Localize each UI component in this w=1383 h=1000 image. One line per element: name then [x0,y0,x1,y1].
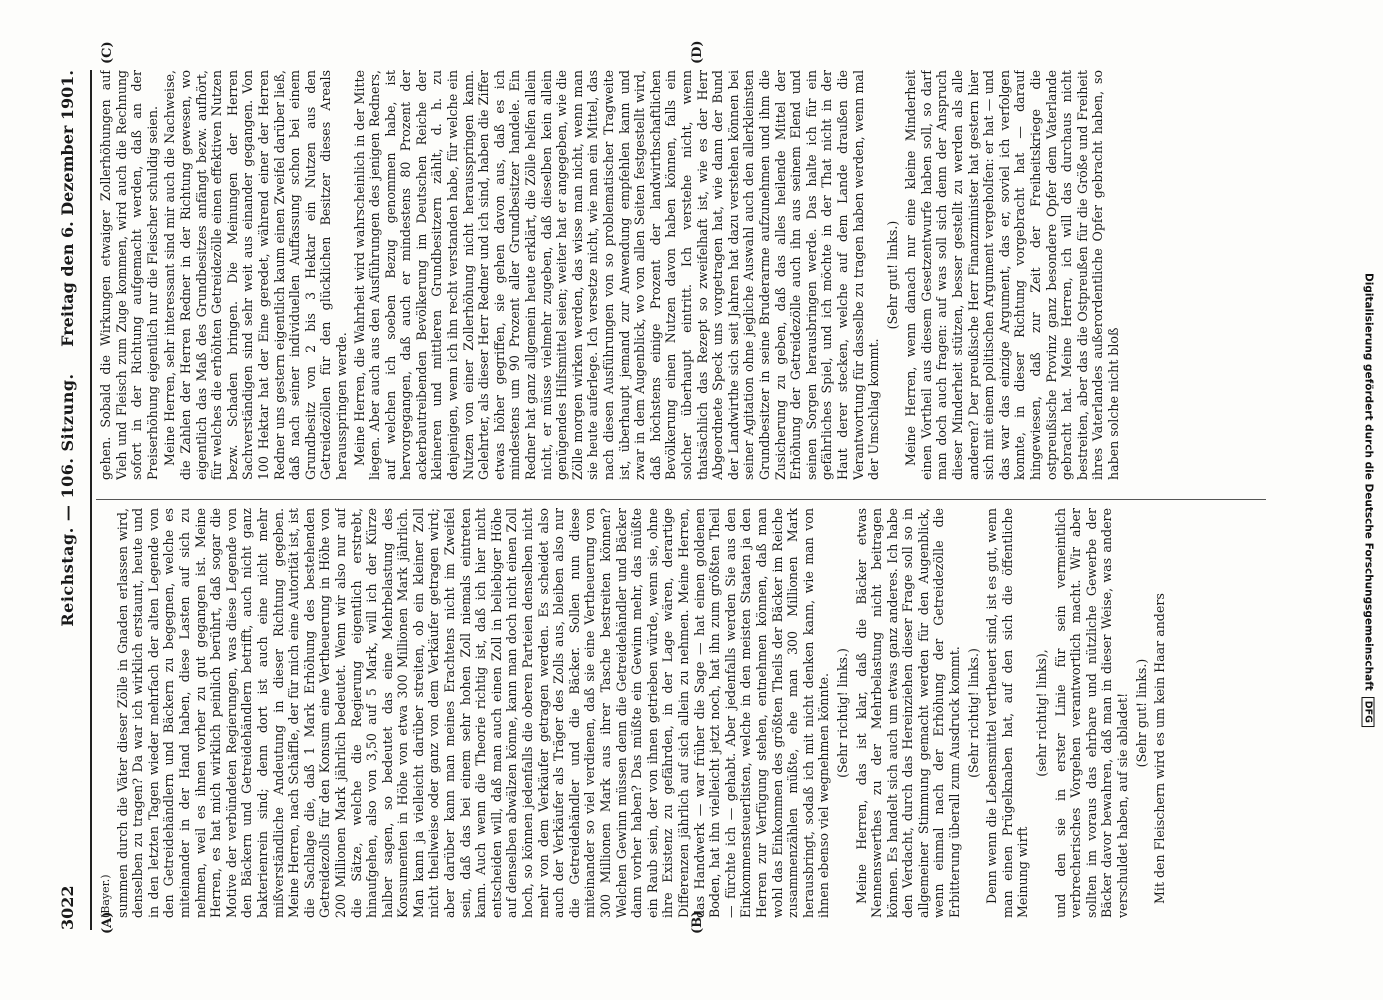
imprint-text: Digitalisierung gefördert durch die Deutsche Forschungsgemeinschaft [1362,273,1375,691]
digitization-imprint [1356,0,1380,1000]
speaker-label: (Bayer.) [99,874,112,918]
paragraph: Meine Herren, sehr interessant sind mir auch die Nachweise, die Zahlen der Herren Redner in der Richtung gewesen, wo eigentlich das Maß des Grundbesitzes anfängt bezw. aufhört, für welches die erhöhten Getreidezölle einen effektiven Nutzen bezw. Schaden bringen. Die Meinungen der Herren Sachverständigen sind sehr weit aus einander gegangen. Von 100 Hektar hat der Eine geredet, während einer der Herren Redner uns gestern eigentlich kaum einen Zweifel darüber ließ, daß nach seiner individuellen Auffassung schon bei einem Grundbesitz von 2 bis 3 Hektar ein Nutzen aus den Getreidezöllen für den glücklichen Besitzer dieses Areals herausspringen werde. [162,70,349,480]
margin-marker-c: (C) [100,41,115,64]
paragraph: Meine Herren, die Wahrheit wird wahrscheinlich in der Mitte liegen. Aber auch aus den Ausführungen des jenigen Redners, auf welchen ich soeben Bezug genommen habe, ist hervorgegangen, daß auch er mindestens 80 Prozent der ackerbautreibenden Bevölkerung im Deutschen Reiche der kleineren und mittleren Grundbesitzern zählt, d. h. zu denjenigen, wenn ich ihn recht verstanden habe, für welche ein Nutzen von einer Zollerhöhung nicht herausspringen kann. Gelehrter, als dieser Herr Redner und ich sind, haben die Ziffer etwas höher gegriffen, sie gehen davon aus, daß es ich mindestens um 90 Prozent aller Grundbesitzer handele. Ein Redner hat ganz allgemein heute erklärt, die Zölle helfen allein nicht, er müsse vielmehr zugeben, daß dieselben kein allein genügendes Hilfsmittel seien; weiter hat er angegeben, wie die Zölle morgen wirken werden, das wisse man nicht, wenn man sie heute auferlege. Ich versetze nicht, wie man ein Mittel, das nach diesen Ausführungen von so problematischer Tragweite ist, überhaupt jemand zur Anwendung empfehlen kann und zwar in dem Augenblick, wo von allen Seiten festgestellt wird, daß höchstens einige Prozent der landwirthschaftlichen Bevölkerung einen Nutzen davon haben können, falls ein solcher überhaupt eintritt. Ich verstehe nicht, wenn thatsächlich das Rezept so zweifelhaft ist, wie es der Herr Abgeordnete Speck uns vorgetragen hat, wie dann der Bund der Landwirthe sich seit Jahren hat dazu verstehen können bei seiner Agitation ohne jegliche Auswahl auch den allerkleinsten Grundbesitzer in seine Bruderarme aufzunehmen und ihm die Zusicherung zu geben, daß das alles heilende Mittel der Erhöhung der Getreidezölle auch ihn aus seinem Elend und seinen Sorgen herausbringen werde. Das halte ich für ein gefährliches Spiel, und ich möchte in der That nicht in der Haut derer stecken, welche auf dem Lande draußen die Verantwortung für dasselbe zu tragen haben werden, wenn mal der Umschlag kommt. [351,70,882,480]
session-title: Reichstag. — 106. Sitzung. [58,373,77,627]
interjection: (sehr richtig! links), [1034,649,1050,777]
margin-marker-b: (B) [690,910,705,934]
paragraph: gehen. Sobald die Wirkungen etwaiger Zollerhöhungen auf Vieh und Fleisch zum Zuge kommen, wird auch die Rechnung sofort in der Richtung aufgemacht werden, daß an der Preiserhöhung eigentlich nur die Fleischer schuldig seien. [98,70,160,480]
interjection: (Sehr gut! links.) [884,220,900,330]
paragraph: Meine Herren, das ist klar, daß die Bäcker etwas Nennenswerthes zu der Mehrbelastung nicht beitragen können. Es handelt sich auch um etwas ganz anderes. Ich habe den Verdacht, durch das Hereinziehen dieser Frage soll so in allgemeiner Stimmung gemacht werden für den Augenblick, wenn einmal nach der Erhöhung der Getreidezölle die Erbitterung überall zum Ausdruck kommt. [853,508,963,918]
page-number: 3022 [58,885,77,930]
left-column [98,508,1268,918]
paragraph: und den sie in erster Linie für sein vermeintlich verbrecherisches Vorgehen verantwortlich macht. Wir aber sollten im voraus das ehrbare und nützliche Gewerbe der Bäcker davor bewahren, daß man in dieser Weise, was andere verschuldet haben, auf sie abladet! [1052,508,1130,918]
paragraph: Denn wenn die Lebensmittel vertheuert sind, ist es gut, wenn man einen Prügelknaben hat, auf den sich die öffentliche Meinung wirft [984,508,1031,918]
interjection: (Sehr richtig! links.) [965,648,981,778]
page-header [58,70,84,930]
margin-marker-d: (D) [690,40,705,64]
paragraph: summen durch die Väter dieser Zölle in Gnaden erlassen wird, denselben zu tragen? Da war ich wirklich erstaunt, heute und in den letzten Tagen wieder mehrfach der alten Legende von den Getreidehändlern und Bäckern zu begegnen, welche es miteinander in der Hand haben, diese Lasten auf sich zu nehmen, weil es ihnen vorher zu gut gegangen ist. Meine Herren, es hat mich wirklich peinlich berührt, daß sogar die Motive der verbündeten Regierungen, was diese Legende von den Bäckern und Getreidehändlern betrifft, auch nicht ganz bakterienrein sind; denn dort ist auch eine nicht mehr mißverständliche Andeutung in dieser Richtung gegeben. Meine Herren, nach Schäffle, der für mich eine Autorität ist, ist die Sachlage die, daß 1 Mark Erhöhung des bestehenden Getreidezolls für den Konsum eine Vertheuerung in Höhe von 200 Millionen Mark jährlich bedeutet. Wenn wir also nur auf die Sätze, welche die Regierung eigentlich erstrebt, hinaufgehen, also von 3,50 auf 5 Mark, will ich der Kürze halber sagen, so bedeutet das eine Mehrbelastung des Konsumenten in Höhe von etwa 300 Millionen Mark jährlich. Man kann ja vielleicht darüber streiten, ob ein kleiner Zoll nicht theilweise oder ganz von dem Verkäufer getragen wird; aber darüber kann man meines Erachtens nicht im Zweifel sein, daß das bei einem sehr hohen Zoll niemals eintreten kann. Auch wenn die Theorie richtig ist, daß ich hier nicht entscheiden will, daß man auch einen Zoll in beliebiger Höhe auf denselben abwälzen könne, kann man doch nicht einen Zoll hoch, so können jedenfalls die oberen Parteien denselben nicht mehr von dem Verkäufer getragen werden. Es scheidet also auch der Verkäufer als Träger des Zolls aus, bleiben also nur die Getreidehändler und die Bäcker. Sollen nun diese miteinander so viel verdienen, daß sie eine Vertheuerung von 300 Millionen Mark aus ihrer Tasche bestreiten können? Welchen Gewinn müssen denn die Getreidehändler und Bäcker dann vorher haben? Das müßte ein Gewinn mehr, das müßte ein Raub sein, der von ihnen getrieben würde, wenn sie, ohne ihre Existenz zu gefährden, in der Lage wären, derartige Differenzen jährlich auf sich allein zu nehmen. Meine Herren, das Handwerk — war früher die Sage — hat einen goldenen Boden, hat ihn vielleicht jetzt noch, hat ihn zum größten Theil — fürchte ich — gehabt. Aber jedenfalls werden Sie aus den Einkommensteuerlisten, welche in den meisten Staaten ja den Herren zur Verfügung stehen, entnehmen können, daß man wohl das Einkommen des größten Theils der Bäcker im Reiche zusammenzählen müßte, ehe man 300 Millionen Mark herausbringt, sodaß ich mit nicht denken kann, wie man von ihnen ebenso viel wegnehmen könnte. [114,508,832,918]
header-rule [90,70,92,930]
dfg-logo: DFG [1362,697,1375,727]
right-column [98,70,1268,480]
session-date: Freitag den 6. Dezember 1901. [58,70,77,347]
paragraph: Mit den Fleischern wird es um kein Haar anders [1152,593,1168,904]
column-divider [96,499,1266,500]
margin-marker-a: (A) [100,911,115,934]
interjection: (Sehr richtig! links.) [834,648,850,778]
interjection: (Sehr gut! links.) [1133,658,1149,768]
paragraph: Meine Herren, wenn danach nur eine kleine Minderheit einen Vortheil aus diesem Gesetzentwurfe haben soll, so darf man doch auch fragen: auf was soll sich denn der Anspruch dieser Minderheit stützen, besser gestellt zu werden als alle anderen? Der preußische Herr Finanzminister hat gestern hier sich mit einem politischen Argument vergeholfen: er hat — und das war das einzige Argument, das er, soviel ich verfolgen konnte, in dieser Richtung vorgebracht hat — darauf hingewiesen, daß zur Zeit der Freiheitskriege die ostpreußische Provinz ganz besondere Opfer dem Vaterlande gebracht hat. Meine Herren, ich will das durchaus nicht bestreiten, aber das die Ostpreußen für die Größe und Freiheit ihres Vaterlandes außerordentliche Opfer gebracht haben, so haben solche nicht bloß [903,70,1121,480]
